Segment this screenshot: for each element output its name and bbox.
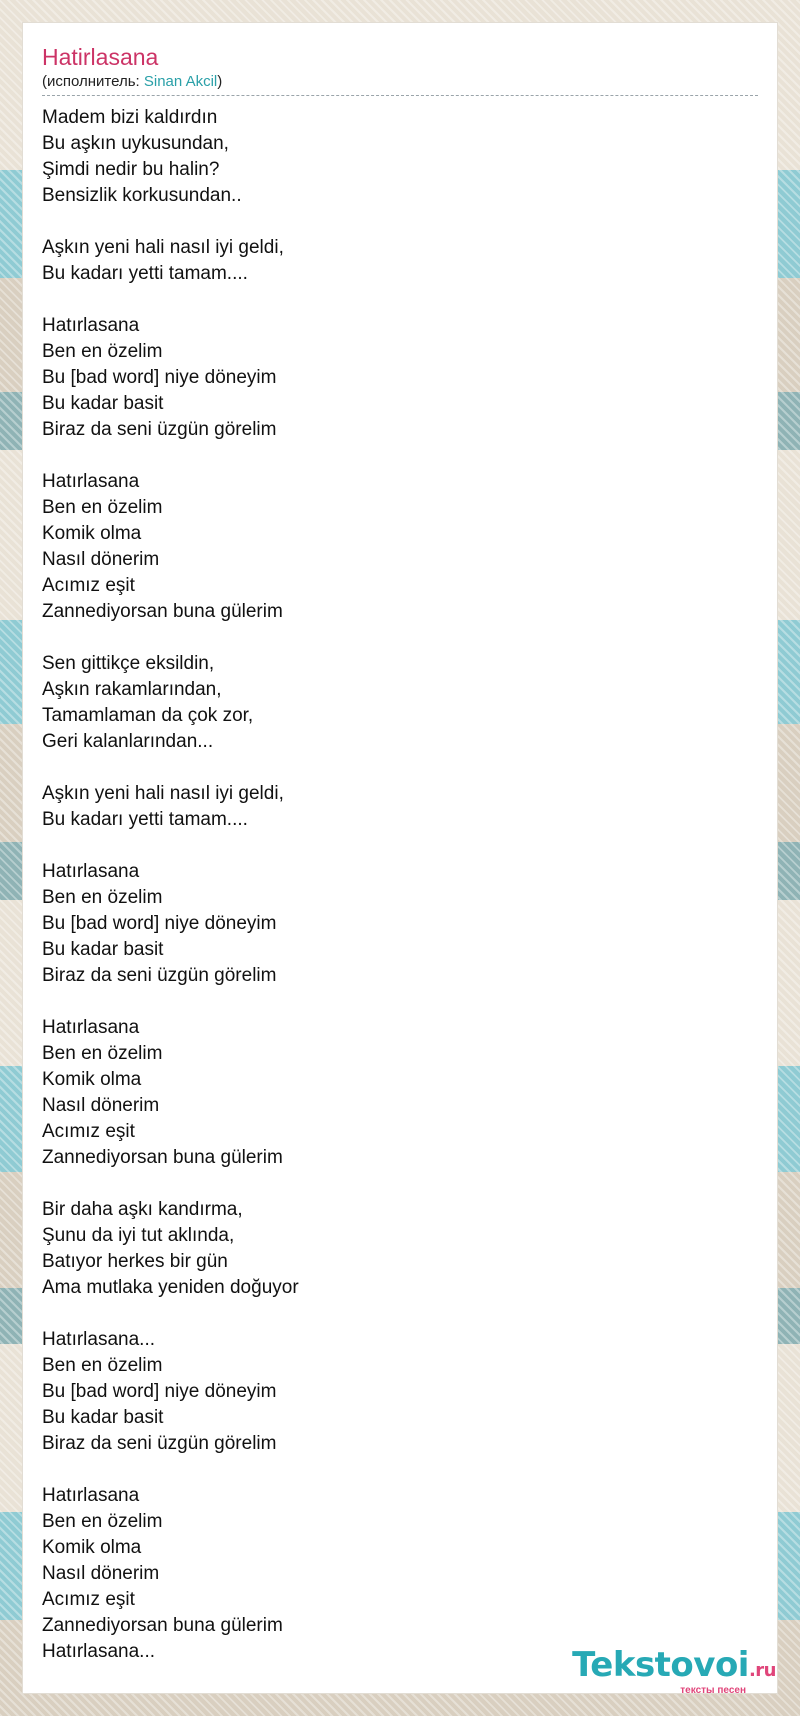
logo-wordmark: [572, 1647, 776, 1689]
song-header: [42, 43, 758, 96]
site-logo[interactable]: [572, 1647, 776, 1696]
lyric-line: Komik olma: [42, 1537, 142, 1558]
stanza-break: [42, 755, 758, 781]
lyric-line: Tamamlaman da çok zor,: [42, 705, 254, 726]
lyric-line: Geri kalanlarından...: [42, 731, 214, 752]
lyric-line: Madem bizi kaldırdın: [42, 107, 218, 128]
stanza-break: [42, 989, 758, 1015]
lyric-line: Bir daha aşkı kandırma,: [42, 1199, 243, 1220]
artist-prefix: (исполнитель:: [42, 73, 144, 90]
artist-line: [42, 72, 758, 96]
stanza-break: [42, 1301, 758, 1327]
lyric-line: Aşkın rakamlarından,: [42, 679, 222, 700]
lyric-line: Bu kadarı yetti tamam....: [42, 809, 248, 830]
lyric-line: Ben en özelim: [42, 1355, 163, 1376]
stanza-break: [42, 209, 758, 235]
lyric-line: Batıyor herkes bir gün: [42, 1251, 228, 1272]
lyric-line: Biraz da seni üzgün görelim: [42, 965, 277, 986]
lyric-line: Sen gittikçe eksildin,: [42, 653, 215, 674]
stanza-break: [42, 625, 758, 651]
lyric-line: Bu [bad word] niye döneyim: [42, 367, 277, 388]
lyric-line: Acımız eşit: [42, 1121, 135, 1142]
lyric-line: Zannediyorsan buna gülerim: [42, 601, 283, 622]
lyric-line: Şimdi nedir bu halin?: [42, 159, 220, 180]
stanza-break: [42, 1171, 758, 1197]
lyric-line: Şunu da iyi tut aklında,: [42, 1225, 235, 1246]
lyric-line: Bu [bad word] niye döneyim: [42, 1381, 277, 1402]
lyrics-text: [42, 105, 758, 1665]
logo-tagline: тексты песен: [680, 1685, 746, 1696]
lyric-line: Bu aşkın uykusundan,: [42, 133, 229, 154]
stanza-break: [42, 833, 758, 859]
lyric-line: Bu kadar basit: [42, 1407, 164, 1428]
lyric-line: Hatırlasana: [42, 471, 140, 492]
lyric-line: Komik olma: [42, 1069, 142, 1090]
lyric-line: Ama mutlaka yeniden doğuyor: [42, 1277, 299, 1298]
lyric-line: Bensizlik korkusundan..: [42, 185, 242, 206]
lyric-line: Ben en özelim: [42, 341, 163, 362]
stanza-break: [42, 287, 758, 313]
lyric-line: Bu kadar basit: [42, 939, 164, 960]
lyric-line: Acımız eşit: [42, 1589, 135, 1610]
lyric-line: Biraz da seni üzgün görelim: [42, 1433, 277, 1454]
lyric-line: Acımız eşit: [42, 575, 135, 596]
lyric-line: Hatırlasana...: [42, 1641, 155, 1662]
lyric-line: Hatırlasana: [42, 861, 140, 882]
lyric-line: Hatırlasana: [42, 315, 140, 336]
lyric-line: Nasıl dönerim: [42, 549, 160, 570]
lyric-line: Nasıl dönerim: [42, 1563, 160, 1584]
lyric-line: Ben en özelim: [42, 1043, 163, 1064]
lyric-line: Biraz da seni üzgün görelim: [42, 419, 277, 440]
logo-tld: .ru: [748, 1660, 776, 1681]
lyric-line: Ben en özelim: [42, 1511, 163, 1532]
stanza-break: [42, 443, 758, 469]
lyric-line: Zannediyorsan buna gülerim: [42, 1147, 283, 1168]
lyric-line: Bu kadar basit: [42, 393, 164, 414]
artist-link[interactable]: Sinan Akcil: [143, 73, 218, 90]
lyric-line: Bu [bad word] niye döneyim: [42, 913, 277, 934]
lyric-line: Hatırlasana: [42, 1485, 140, 1506]
song-title: Hatirlasana: [42, 44, 159, 70]
lyric-line: Komik olma: [42, 523, 142, 544]
lyric-line: Ben en özelim: [42, 887, 163, 908]
lyric-line: Hatırlasana: [42, 1017, 140, 1038]
lyric-line: Zannediyorsan buna gülerim: [42, 1615, 283, 1636]
lyric-line: Nasıl dönerim: [42, 1095, 160, 1116]
lyric-line: Hatırlasana...: [42, 1329, 155, 1350]
stanza-break: [42, 1457, 758, 1483]
artist-suffix: ): [217, 73, 223, 90]
lyric-line: Aşkın yeni hali nasıl iyi geldi,: [42, 783, 284, 804]
lyric-line: Bu kadarı yetti tamam....: [42, 263, 248, 284]
lyrics-card: [22, 22, 778, 1694]
logo-name: Tekstovoi: [572, 1645, 749, 1685]
lyric-line: Ben en özelim: [42, 497, 163, 518]
lyric-line: Aşkın yeni hali nasıl iyi geldi,: [42, 237, 284, 258]
